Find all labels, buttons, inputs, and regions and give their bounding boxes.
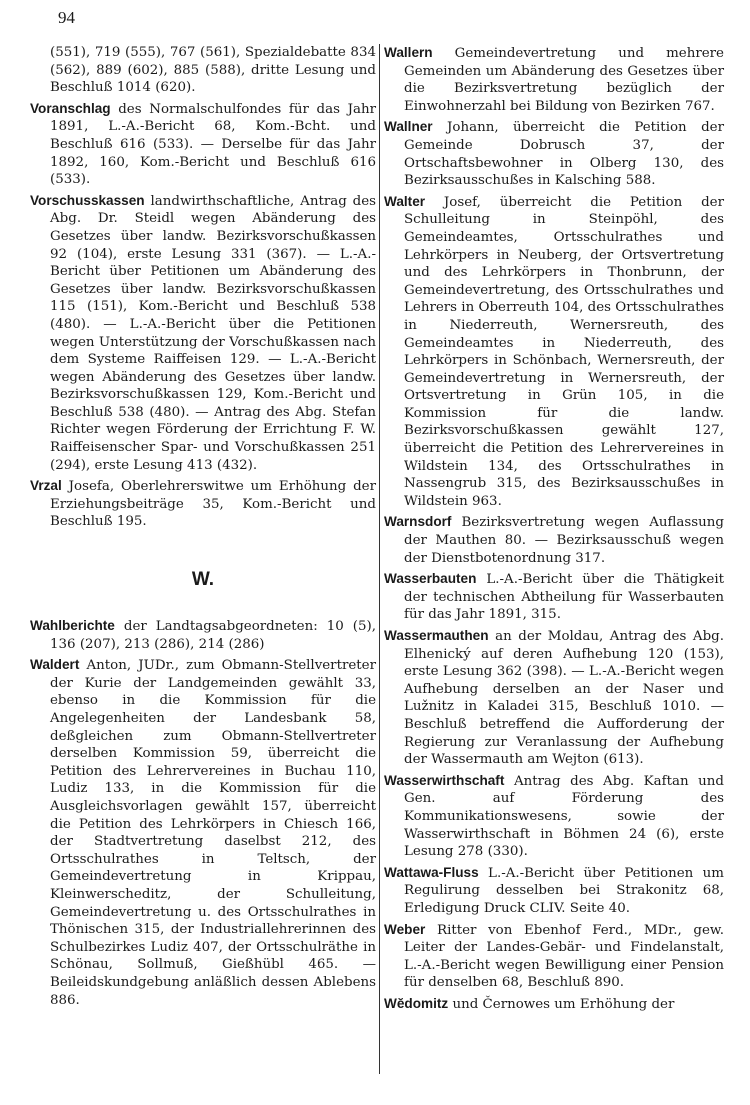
left-column (30, 44, 376, 1012)
entry-text: Josefa, Oberlehrerswitwe um Erhöhung der Erziehungsbeiträge 35, Kom.-Bericht und Beschluß 195. (50, 479, 376, 530)
entry-headword: Wattawa-Fluss (384, 864, 479, 880)
right-column (384, 44, 724, 1016)
entry-text: Ritter von Ebenhof Ferd., MDr., gew. Leiter der Landes-Gebär- und Findelanstalt, L.-A.-Bericht wegen Bewilligung einer Pension für denselben 68, Beschluß 890. (404, 922, 724, 991)
entry-text: landwirthschaftliche, Antrag des Abg. Dr. Steidl wegen Abänderung des Gesetzes über landw. Bezirksvorschußkassen 92 (104), erste Lesung 331 (367). — L.-A.-Bericht über Petitionen um Abänderung des Gesetzes über landw. Bezirksvorschußkassen 115 (151), Kom.-Bericht und Beschluß 538 (480). — L.-A.-Bericht über die Petitionen wegen Unterstützung der Vorschußkassen nach dem Systeme Raiffeisen 129. — L.-A.-Bericht wegen Abänderung des Gesetzes über landw. Bezirksvorschußkassen 129, Kom.-Bericht und Beschluß 538 (480). — Antrag des Abg. Stefan Richter wegen Förderung der Errichtung F. W. Raiffeisenscher Spar- und Vorschußkassen 251 (294), erste Lesung 413 (432). (50, 193, 377, 473)
index-entry-walter (384, 193, 724, 511)
index-entry-wassermauthen (384, 627, 724, 769)
entry-text: Johann, überreicht die Petition der Gemeinde Dobrusch 37, der Ortschaftsbewohner in Olberg 130, des Bezirksausschußes in Kalsching 588. (404, 120, 724, 189)
index-entry-vrzal (30, 477, 376, 531)
entry-headword: Walter (384, 193, 426, 209)
index-entry-wallern (384, 44, 724, 115)
entry-headword: Wallern (384, 45, 433, 60)
entry-text: Josef, überreicht die Petition der Schulleitung in Steinpöhl, des Gemeindeamtes, Ortsschulrathes und Lehrkörpers in Neuberg, der Ortsvertretung und des Lehrkörpers in Thonbrunn, der Gemeindevertretung, des Ortsschulrathes und Lehrers in Oberreuth 104, des Ortsschulrathes in Niederreuth, Wernersreuth, des Gemeindeamtes in Niederreuth, des Lehrkörpers in Schönbach, Wernersreuth, der Gemeindevertretung in Wernersreuth, der Ortsvertretung in Grün 105, in die Kommission für die landw. Bezirksvorschußkassen gewählt 127, überreicht die Petition des Lehrervereines in Wildstein 134, des Ortsschulrathes in Nassengrub 315, des Bezirksausschußes in Wildstein 963. (404, 194, 724, 509)
entry-headword: Waldert (30, 657, 80, 673)
entry-text: L.-A.-Bericht über die Thätigkeit der technischen Abtheilung für Wasserbauten für das Jahr 1891, 315. (404, 572, 724, 623)
index-entry-waldert (30, 656, 376, 1009)
column-divider (379, 44, 380, 1074)
entry-headword: Vrzal (30, 478, 62, 494)
entry-headword: Vorschusskassen (30, 192, 145, 208)
entry-headword: Wĕdomitz (384, 995, 449, 1011)
entry-headword: Warnsdorf (384, 514, 452, 530)
index-entry-wasserbauten (384, 570, 724, 624)
index-entry-wedomitz (384, 995, 724, 1014)
entry-text: Bezirksvertretung wegen Auflassung der Mauthen 80. — Bezirksausschuß wegen der Dienstbotenordnung 317. (404, 515, 724, 566)
entry-text: und Černowes um Erhöhung der (452, 996, 675, 1012)
index-entry-wahlberichte (30, 617, 376, 653)
page-number: 94 (58, 8, 75, 27)
index-entry-weber (384, 921, 724, 992)
entry-headword: Wasserbauten (384, 571, 477, 587)
entry-headword: Wallner (384, 119, 433, 135)
entry-text: Antrag des Abg. Kaftan und Gen. auf Förderung des Kommunikationswesens, sowie der Wasserwirthschaft in Böhmen 24 (6), erste Lesung 278 (330). (404, 773, 724, 860)
section-heading-w: W. (191, 569, 215, 591)
entry-text: L.-A.-Bericht über Petitionen um Regulirung desselben bei Strakonitz 68, Erledigung Druck CLIV. Seite 40. (404, 865, 724, 916)
entry-text: des Normalschulfondes für das Jahr 1891, L.-A.-Bericht 68, Kom.-Bcht. und Beschluß 616 (533). — Derselbe für das Jahr 1892, 160, Kom.-Bericht und Beschluß 616 (533). (50, 101, 376, 188)
entry-headword: Wassermauthen (384, 628, 489, 643)
entry-text: Gemeindevertretung und mehrere Gemeinden um Abänderung des Gesetzes über die Bezirksvertretung bezüglich der Einwohnerzahl bei Bildung von Bezirken 767. (404, 46, 724, 114)
index-entry-wallner (384, 118, 724, 189)
index-entry-wattawa-fluss (384, 864, 724, 918)
entry-text: der Landtagsabgeordneten: 10 (5), 136 (207), 213 (286), 214 (286) (50, 619, 376, 652)
entry-text: an der Moldau, Antrag des Abg. Elhenický auf deren Aufhebung 120 (153), erste Lesung 362 (398). — L.-A.-Bericht wegen Aufhebung derselben an der Naser und Lužnitz in Kaladei 315, Beschluß 1010. — Beschluß betreffend die Aufforderung der Regierung zur Veranlassung der Aufhebung der Wassermauth am Wejton (613). (404, 629, 724, 768)
entry-text: Anton, JUDr., zum Obmann-Stellvertreter der Kurie der Landgemeinden gewählt 33, ebenso in die Kommission für die Angelegenheiten der Landesbank 58, deßgleichen zum Obmann-Stellvertreter derselben Kommission 59, überreicht die Petition des Lehrervereines in Buchau 110, Ludiz 133, in die Kommission für die Ausgleichsvorlagen gewählt 157, überreicht die Petition des Lehrkörpers in Chiesch 166, der Stadtvertretung daselbst 212, des Ortsschulrathes in Teltsch, der Gemeindevertretung in Krippau, Kleinwerscheditz, der Schulleitung, Gemeindevertretung u. des Ortsschulrathes in Thönischen 315, der Industriallehrerinnen des Schulbezirkes Ludiz 407, der Ortsschulräthe in Schönau, Sollmuß, Gießhübl 465. — Beileidskundgebung anläßlich dessen Ablebens 886. (50, 658, 376, 1008)
entry-headword: Wahlberichte (30, 618, 115, 634)
index-entry-vorschusskassen (30, 192, 376, 475)
index-entry-voranschlag (30, 100, 376, 189)
entry-headword: Weber (384, 921, 426, 937)
entry-headword: Wasserwirthschaft (384, 772, 505, 788)
continuation-entry: (551), 719 (555), 767 (561), Spezialdebatte 834 (562), 889 (602), 885 (588), dritte Lesung und Beschluß 1014 (620). (50, 45, 376, 96)
index-entry-wasserwirthschaft (384, 772, 724, 861)
index-entry-warnsdorf (384, 513, 724, 567)
entry-headword: Voranschlag (30, 100, 111, 116)
